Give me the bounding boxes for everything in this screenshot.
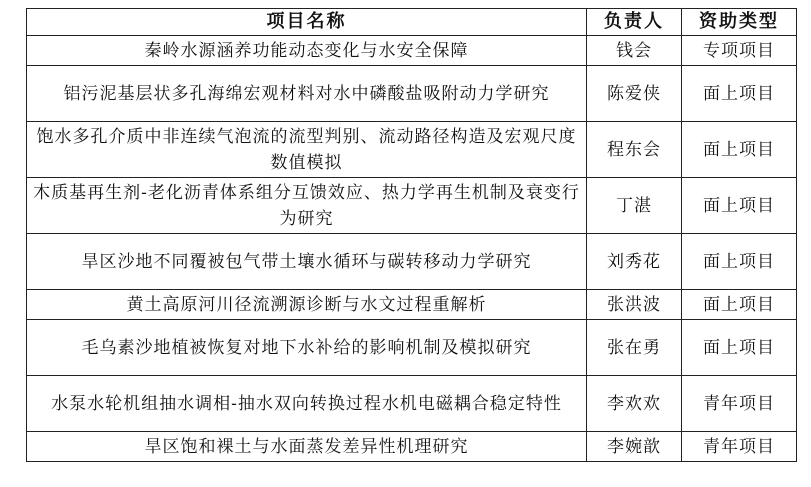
table-row [27,432,797,462]
funding-type-cell: 专项项目 [682,36,797,66]
table-row [27,36,797,66]
table-row [27,234,797,290]
table-row [27,376,797,432]
header-owner: 负责人 [587,9,682,36]
project-name-cell: 毛乌素沙地植被恢复对地下水补给的影响机制及模拟研究 [27,320,587,376]
owner-cell: 张洪波 [587,290,682,320]
project-name-cell: 黄土高原河川径流溯源诊断与水文过程重解析 [27,290,587,320]
project-name-cell: 旱区沙地不同覆被包气带土壤水循环与碳转移动力学研究 [27,234,587,290]
funding-type-cell: 面上项目 [682,320,797,376]
owner-cell: 程东会 [587,122,682,178]
funding-type-cell: 面上项目 [682,122,797,178]
owner-cell: 李婉歆 [587,432,682,462]
funding-type-cell: 青年项目 [682,432,797,462]
owner-cell: 钱会 [587,36,682,66]
project-name-cell: 木质基再生剂-老化沥青体系组分互馈效应、热力学再生机制及衰变行为研究 [27,178,587,234]
table-row [27,290,797,320]
project-name-cell: 水泵水轮机组抽水调相-抽水双向转换过程水机电磁耦合稳定特性 [27,376,587,432]
funding-type-cell: 面上项目 [682,290,797,320]
table-row [27,320,797,376]
header-funding-type: 资助类型 [682,9,797,36]
table-row [27,66,797,122]
table-row [27,122,797,178]
funding-type-cell: 面上项目 [682,66,797,122]
owner-cell: 陈爱侠 [587,66,682,122]
project-name-cell: 饱水多孔介质中非连续气泡流的流型判别、流动路径构造及宏观尺度数值模拟 [27,122,587,178]
owner-cell: 丁湛 [587,178,682,234]
funding-type-cell: 面上项目 [682,178,797,234]
project-name-cell: 铝污泥基层状多孔海绵宏观材料对水中磷酸盐吸附动力学研究 [27,66,587,122]
funding-type-cell: 面上项目 [682,234,797,290]
funding-type-cell: 青年项目 [682,376,797,432]
project-table [26,8,797,462]
owner-cell: 李欢欢 [587,376,682,432]
owner-cell: 张在勇 [587,320,682,376]
header-project-name: 项目名称 [27,9,587,36]
table-row [27,178,797,234]
owner-cell: 刘秀花 [587,234,682,290]
table-header-row [27,9,797,36]
project-name-cell: 秦岭水源涵养功能动态变化与水安全保障 [27,36,587,66]
project-name-cell: 旱区饱和裸土与水面蒸发差异性机理研究 [27,432,587,462]
